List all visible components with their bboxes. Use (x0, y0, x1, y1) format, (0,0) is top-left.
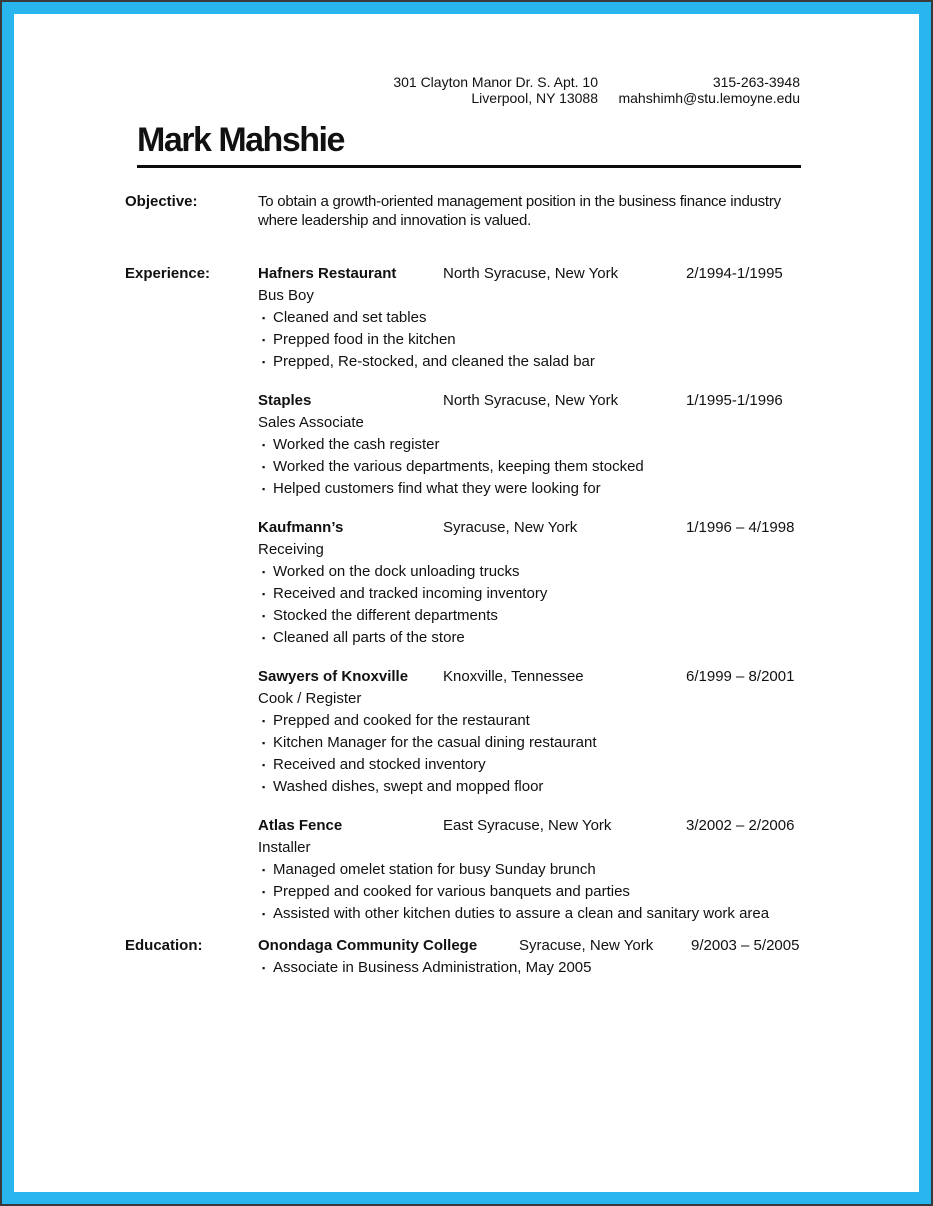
bullet-square-icon: ▪ (262, 589, 266, 599)
objective-label: Objective: (125, 193, 198, 210)
bullet-square-icon: ▪ (262, 611, 266, 621)
bullet-text: Kitchen Manager for the casual dining restaurant (273, 734, 597, 751)
entry-location: North Syracuse, New York (443, 265, 619, 282)
bullet-list (258, 561, 819, 649)
experience-section (14, 263, 919, 925)
entry-dates: 6/1999 – 8/2001 (686, 668, 795, 685)
resume-name: Mark Mahshie (137, 121, 344, 159)
bullet-item (258, 605, 819, 627)
bullet-text: Cleaned all parts of the store (273, 629, 465, 646)
bullet-text: Prepped food in the kitchen (273, 331, 456, 348)
bullet-item (258, 903, 819, 925)
bullet-square-icon: ▪ (262, 484, 266, 494)
company-name: Atlas Fence (258, 817, 343, 834)
bullet-text: Cleaned and set tables (273, 309, 427, 326)
bullet-square-icon: ▪ (262, 440, 266, 450)
experience-entry (258, 666, 819, 798)
bullet-item (258, 754, 819, 776)
bullet-item (258, 710, 819, 732)
cyan-border-mat (2, 2, 931, 1204)
entry-dates: 9/2003 – 5/2005 (691, 937, 800, 954)
bullet-list (258, 859, 819, 925)
company-name: Hafners Restaurant (258, 265, 397, 282)
bullet-text: Associate in Business Administration, May 2005 (273, 959, 592, 976)
bullet-item (258, 434, 819, 456)
entry-dates: 2/1994-1/1995 (686, 265, 783, 282)
education-label: Education: (125, 937, 203, 954)
bullet-text: Washed dishes, swept and mopped floor (273, 778, 544, 795)
entry-role: Cook / Register (258, 690, 362, 707)
bullet-text: Prepped and cooked for the restaurant (273, 712, 530, 729)
entry-role: Sales Associate (258, 414, 364, 431)
bullet-item (258, 957, 819, 979)
bullet-square-icon: ▪ (262, 909, 266, 919)
entry-location: Knoxville, Tennessee (443, 668, 584, 685)
bullet-list (258, 434, 819, 500)
bullet-text: Worked the cash register (273, 436, 440, 453)
bullet-square-icon: ▪ (262, 313, 266, 323)
bullet-text: Received and stocked inventory (273, 756, 486, 773)
bullet-item (258, 456, 819, 478)
experience-entry (258, 815, 819, 925)
bullet-item (258, 776, 819, 798)
company-name: Kaufmann’s (258, 519, 344, 536)
bullet-square-icon: ▪ (262, 865, 266, 875)
address-line-1: 301 Clayton Manor Dr. S. Apt. 10 (393, 74, 598, 90)
bullet-item (258, 881, 819, 903)
entry-role: Receiving (258, 541, 324, 558)
bullet-text: Managed omelet station for busy Sunday brunch (273, 861, 596, 878)
bullet-text: Worked on the dock unloading trucks (273, 563, 520, 580)
bullet-text: Prepped, Re-stocked, and cleaned the salad bar (273, 353, 595, 370)
email-address: mahshimh@stu.lemoyne.edu (618, 90, 800, 106)
experience-label: Experience: (125, 265, 211, 282)
entry-location: Syracuse, New York (443, 519, 578, 536)
bullet-item (258, 561, 819, 583)
bullet-item (258, 859, 819, 881)
entry-dates: 1/1996 – 4/1998 (686, 519, 795, 536)
bullet-item (258, 329, 819, 351)
education-section (14, 935, 919, 979)
bullet-square-icon: ▪ (262, 357, 266, 367)
bullet-text: Prepped and cooked for various banquets and parties (273, 883, 630, 900)
bullet-square-icon: ▪ (262, 335, 266, 345)
entry-location: Syracuse, New York (519, 937, 654, 954)
company-name: Staples (258, 392, 312, 409)
bullet-square-icon: ▪ (262, 738, 266, 748)
bullet-square-icon: ▪ (262, 633, 266, 643)
bullet-square-icon: ▪ (262, 716, 266, 726)
education-entries (258, 935, 919, 979)
bullet-square-icon: ▪ (262, 567, 266, 577)
resume-paper (14, 14, 919, 1192)
bullet-item (258, 583, 819, 605)
bullet-item (258, 627, 819, 649)
experience-entry (258, 263, 819, 373)
bullet-list (258, 957, 819, 979)
experience-entries (258, 263, 919, 925)
bullet-square-icon: ▪ (262, 782, 266, 792)
entry-location: North Syracuse, New York (443, 392, 619, 409)
name-block (137, 121, 815, 168)
contact-block (14, 74, 919, 106)
bullet-text: Assisted with other kitchen duties to assure a clean and sanitary work area (273, 905, 770, 922)
entry-role: Installer (258, 839, 311, 856)
entry-role: Bus Boy (258, 287, 314, 304)
bullet-item (258, 478, 819, 500)
education-entry (258, 935, 819, 979)
objective-text: To obtain a growth-oriented management position in the business finance industry where leadership and innovation is valued. (258, 193, 781, 229)
bullet-square-icon: ▪ (262, 963, 266, 973)
address-line-2: Liverpool, NY 13088 (471, 90, 598, 106)
entry-dates: 1/1995-1/1996 (686, 392, 783, 409)
experience-entry (258, 390, 819, 500)
phone-number: 315-263-3948 (712, 74, 800, 90)
bullet-text: Helped customers find what they were looking for (273, 480, 601, 497)
school-name: Onondaga Community College (258, 937, 478, 954)
objective-section (14, 192, 919, 230)
divider-rule (137, 165, 801, 168)
contact-phone-email (598, 74, 800, 106)
company-name: Sawyers of Knoxville (258, 668, 409, 685)
entry-dates: 3/2002 – 2/2006 (686, 817, 795, 834)
bullet-square-icon: ▪ (262, 760, 266, 770)
entry-location: East Syracuse, New York (443, 817, 612, 834)
bullet-list (258, 307, 819, 373)
bullet-text: Worked the various departments, keeping them stocked (273, 458, 644, 475)
bullet-item (258, 307, 819, 329)
bullet-square-icon: ▪ (262, 887, 266, 897)
bullet-square-icon: ▪ (262, 462, 266, 472)
bullet-item (258, 351, 819, 373)
experience-entry (258, 517, 819, 649)
bullet-list (258, 710, 819, 798)
bullet-text: Received and tracked incoming inventory (273, 585, 548, 602)
bullet-text: Stocked the different departments (273, 607, 498, 624)
bullet-item (258, 732, 819, 754)
contact-address (393, 74, 598, 106)
